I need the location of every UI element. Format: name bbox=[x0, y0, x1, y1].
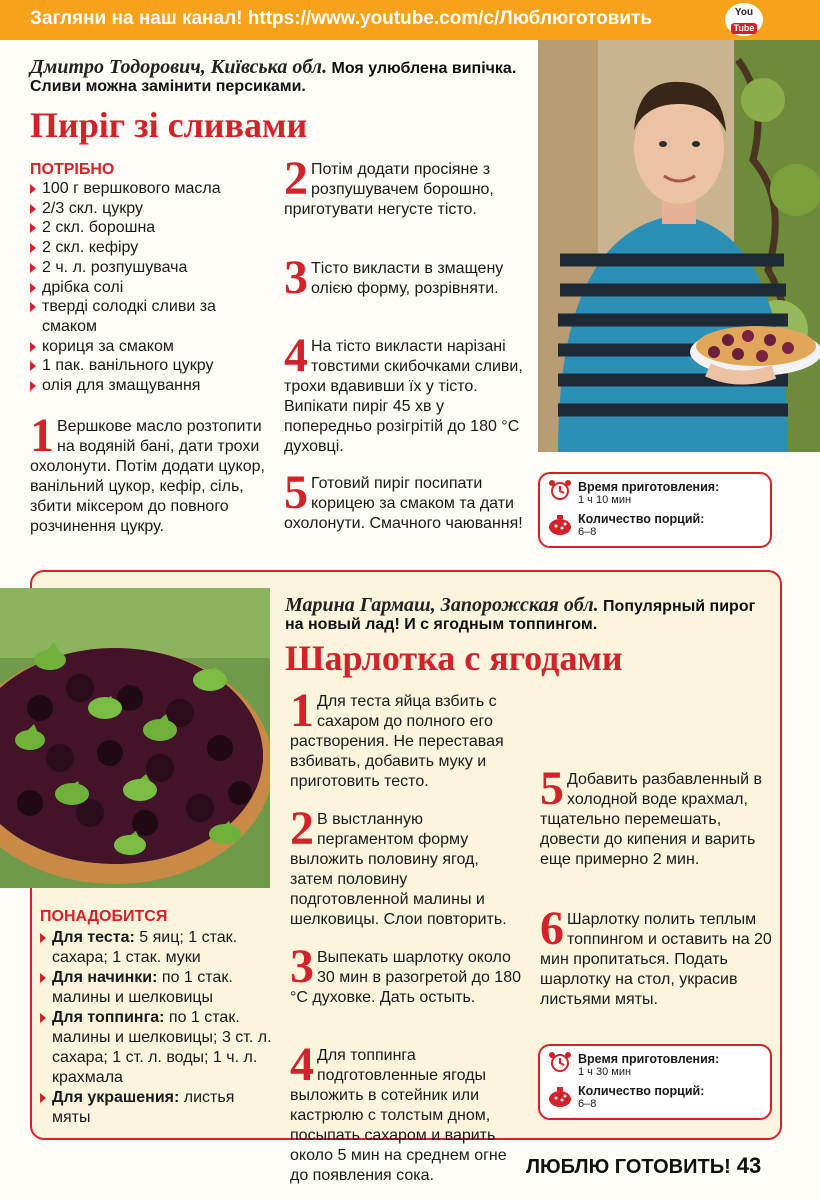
ingredient-item: 2/3 скл. цукру bbox=[30, 199, 272, 219]
portions-value: 6–8 bbox=[578, 1098, 597, 1110]
recipe2-step-2 bbox=[290, 802, 524, 930]
step-text: Потім додати просіяне з розпушувачем борошно, приготувати негусте тісто. bbox=[284, 161, 494, 218]
channel-link[interactable]: Загляни на наш канал! https://www.youtube.com/c/Люблюготовить bbox=[30, 8, 653, 29]
recipe1-author: Дмитро Тодорович, Київська обл. bbox=[30, 56, 328, 78]
recipe2-ingredients-heading: ПОНАДОБИТСЯ bbox=[40, 908, 168, 925]
step-text: Выпекать шарлотку около 30 мин в разогретой до 180 °С духовке. Дать остыть. bbox=[290, 949, 521, 1006]
cooking-time-label: Время приготовления: bbox=[578, 1052, 720, 1066]
ingredient-item: 2 скл. кефіру bbox=[30, 238, 272, 258]
step-number: 2 bbox=[290, 802, 314, 855]
step-text: Готовий пиріг посипати корицею за смаком та дати охолонути. Смачного чаювання! bbox=[284, 475, 523, 532]
step-number: 3 bbox=[284, 251, 308, 304]
step-text: Тісто викласти в змащену олією форму, розрівняти. bbox=[311, 260, 504, 297]
recipe1-title: Пиріг зі сливами bbox=[30, 105, 308, 145]
page-number: 43 bbox=[736, 1153, 762, 1178]
recipe1-ingredient-list bbox=[30, 179, 272, 396]
recipe2-step-6 bbox=[540, 902, 774, 1010]
ingredient-item: Для украшения: листья мяты bbox=[40, 1088, 272, 1128]
ingredient-item: 2 скл. борошна bbox=[30, 218, 272, 238]
recipe2-step-1 bbox=[290, 684, 524, 792]
recipe2-photo bbox=[0, 588, 270, 888]
recipe1-step-5 bbox=[284, 466, 524, 534]
recipe1-step-3 bbox=[284, 251, 524, 304]
step-text: Для теста яйца взбить с сахаром до полного его растворения. Не переставая взбивать, добавить муку и приготовить тесто. bbox=[290, 693, 504, 790]
step-number: 4 bbox=[284, 329, 308, 382]
step-text: На тісто викласти нарізані товстими скибочками сливи, трохи вдавивши їх у тісто. Випікати пиріг 45 хв у попередньо розігрітій до 180 °С духовці. bbox=[284, 338, 523, 455]
recipe2-info-box bbox=[538, 1044, 772, 1120]
cooking-pot-icon bbox=[546, 1086, 574, 1108]
page-footer bbox=[526, 1153, 761, 1179]
step-number: 5 bbox=[540, 762, 564, 815]
ingredient-item: 2 ч. л. розпушувача bbox=[30, 258, 272, 278]
recipe1-byline bbox=[30, 58, 535, 96]
step-number: 2 bbox=[284, 152, 308, 205]
alarm-clock-icon bbox=[546, 479, 574, 501]
recipe2-step-4 bbox=[290, 1038, 524, 1186]
recipe1-step-2 bbox=[284, 152, 524, 220]
cooking-time-label: Время приготовления: bbox=[578, 480, 720, 494]
step-number: 3 bbox=[290, 940, 314, 993]
recipe2-ingredient-list bbox=[40, 928, 272, 1128]
ingredient-item: 100 г вершкового масла bbox=[30, 179, 272, 199]
portions-label: Количество порций: bbox=[578, 1084, 705, 1098]
step-text: Шарлотку полить теплым топпингом и оставить на 20 мин пропитаться. Подать шарлотку на стол, украсив листьями мяты. bbox=[540, 911, 772, 1008]
recipe1-author-photo bbox=[538, 40, 820, 452]
step-text: В выстланную пергаментом форму выложить половину ягод, затем половину подготовленной малины и шелковицы. Слои повторить. bbox=[290, 811, 507, 928]
ingredient-item: тверді солодкі сливи за смаком bbox=[30, 297, 272, 336]
cooking-time-value: 1 ч 10 мин bbox=[578, 494, 632, 506]
step-text: Добавить разбавленный в холодной воде крахмал, тщательно перемешать, довести до кипения и варить еще примерно 2 мин. bbox=[540, 771, 763, 868]
recipe1-step-4 bbox=[284, 329, 524, 457]
ingredient-item: Для теста: 5 яиц; 1 стак. сахара; 1 стак. муки bbox=[40, 928, 272, 968]
alarm-clock-icon bbox=[546, 1051, 574, 1073]
recipe2-byline bbox=[285, 596, 775, 634]
portions-label: Количество порций: bbox=[578, 512, 705, 526]
youtube-logo-icon[interactable]: You Tube bbox=[725, 3, 763, 36]
ingredient-item: кориця за смаком bbox=[30, 337, 272, 357]
step-number: 1 bbox=[290, 684, 314, 737]
portions-value: 6–8 bbox=[578, 526, 597, 538]
recipe2-step-5 bbox=[540, 762, 774, 870]
step-number: 5 bbox=[284, 466, 308, 519]
magazine-name: ЛЮБЛЮ ГОТОВИТЬ! bbox=[526, 1156, 731, 1178]
step-number: 6 bbox=[540, 902, 564, 955]
recipe2-step-3 bbox=[290, 940, 524, 1008]
step-number: 4 bbox=[290, 1038, 314, 1091]
step-number: 1 bbox=[30, 409, 54, 462]
recipe2-author: Марина Гармаш, Запорожская обл. bbox=[285, 594, 599, 616]
channel-banner bbox=[0, 0, 820, 40]
step-text: Для топпинга подготовленные ягоды выложить в сотейник или кастрюлю с толстым дном, посыпать сахаром и варить около 5 мин на среднем огне до появления сока. bbox=[290, 1047, 507, 1184]
recipe1-info-box bbox=[538, 472, 772, 548]
ingredient-item: Для начинки: по 1 стак. малины и шелковицы bbox=[40, 968, 272, 1008]
ingredient-item: дрібка солі bbox=[30, 278, 272, 298]
cooking-time-value: 1 ч 30 мин bbox=[578, 1066, 632, 1078]
step-text: Вершкове масло розтопити на водяній бані, дати трохи охолонути. Потім додати цукор, ванільний цукор, кефір, сіль, збити міксером до повного розчинення цукру. bbox=[30, 418, 265, 535]
recipe1-intro: Моя улюблена випічка. Сливи можна замінити персиками. bbox=[30, 60, 517, 95]
cooking-pot-icon bbox=[546, 514, 574, 536]
ingredient-item: 1 пак. ванільного цукру bbox=[30, 356, 272, 376]
ingredient-item: Для топпинга: по 1 стак. малины и шелковицы; 3 ст. л. сахара; 1 ст. л. воды; 1 ч. л. крахмала bbox=[40, 1008, 272, 1088]
recipe1-step-1 bbox=[30, 409, 268, 537]
recipe1-ingredients-heading: ПОТРІБНО bbox=[30, 161, 115, 178]
ingredient-item: олія для змащування bbox=[30, 376, 272, 396]
recipe2-title: Шарлотка с ягодами bbox=[285, 638, 623, 678]
recipe2-intro: Популярный пирог на новый лад! И с ягодным топпингом. bbox=[285, 598, 756, 633]
